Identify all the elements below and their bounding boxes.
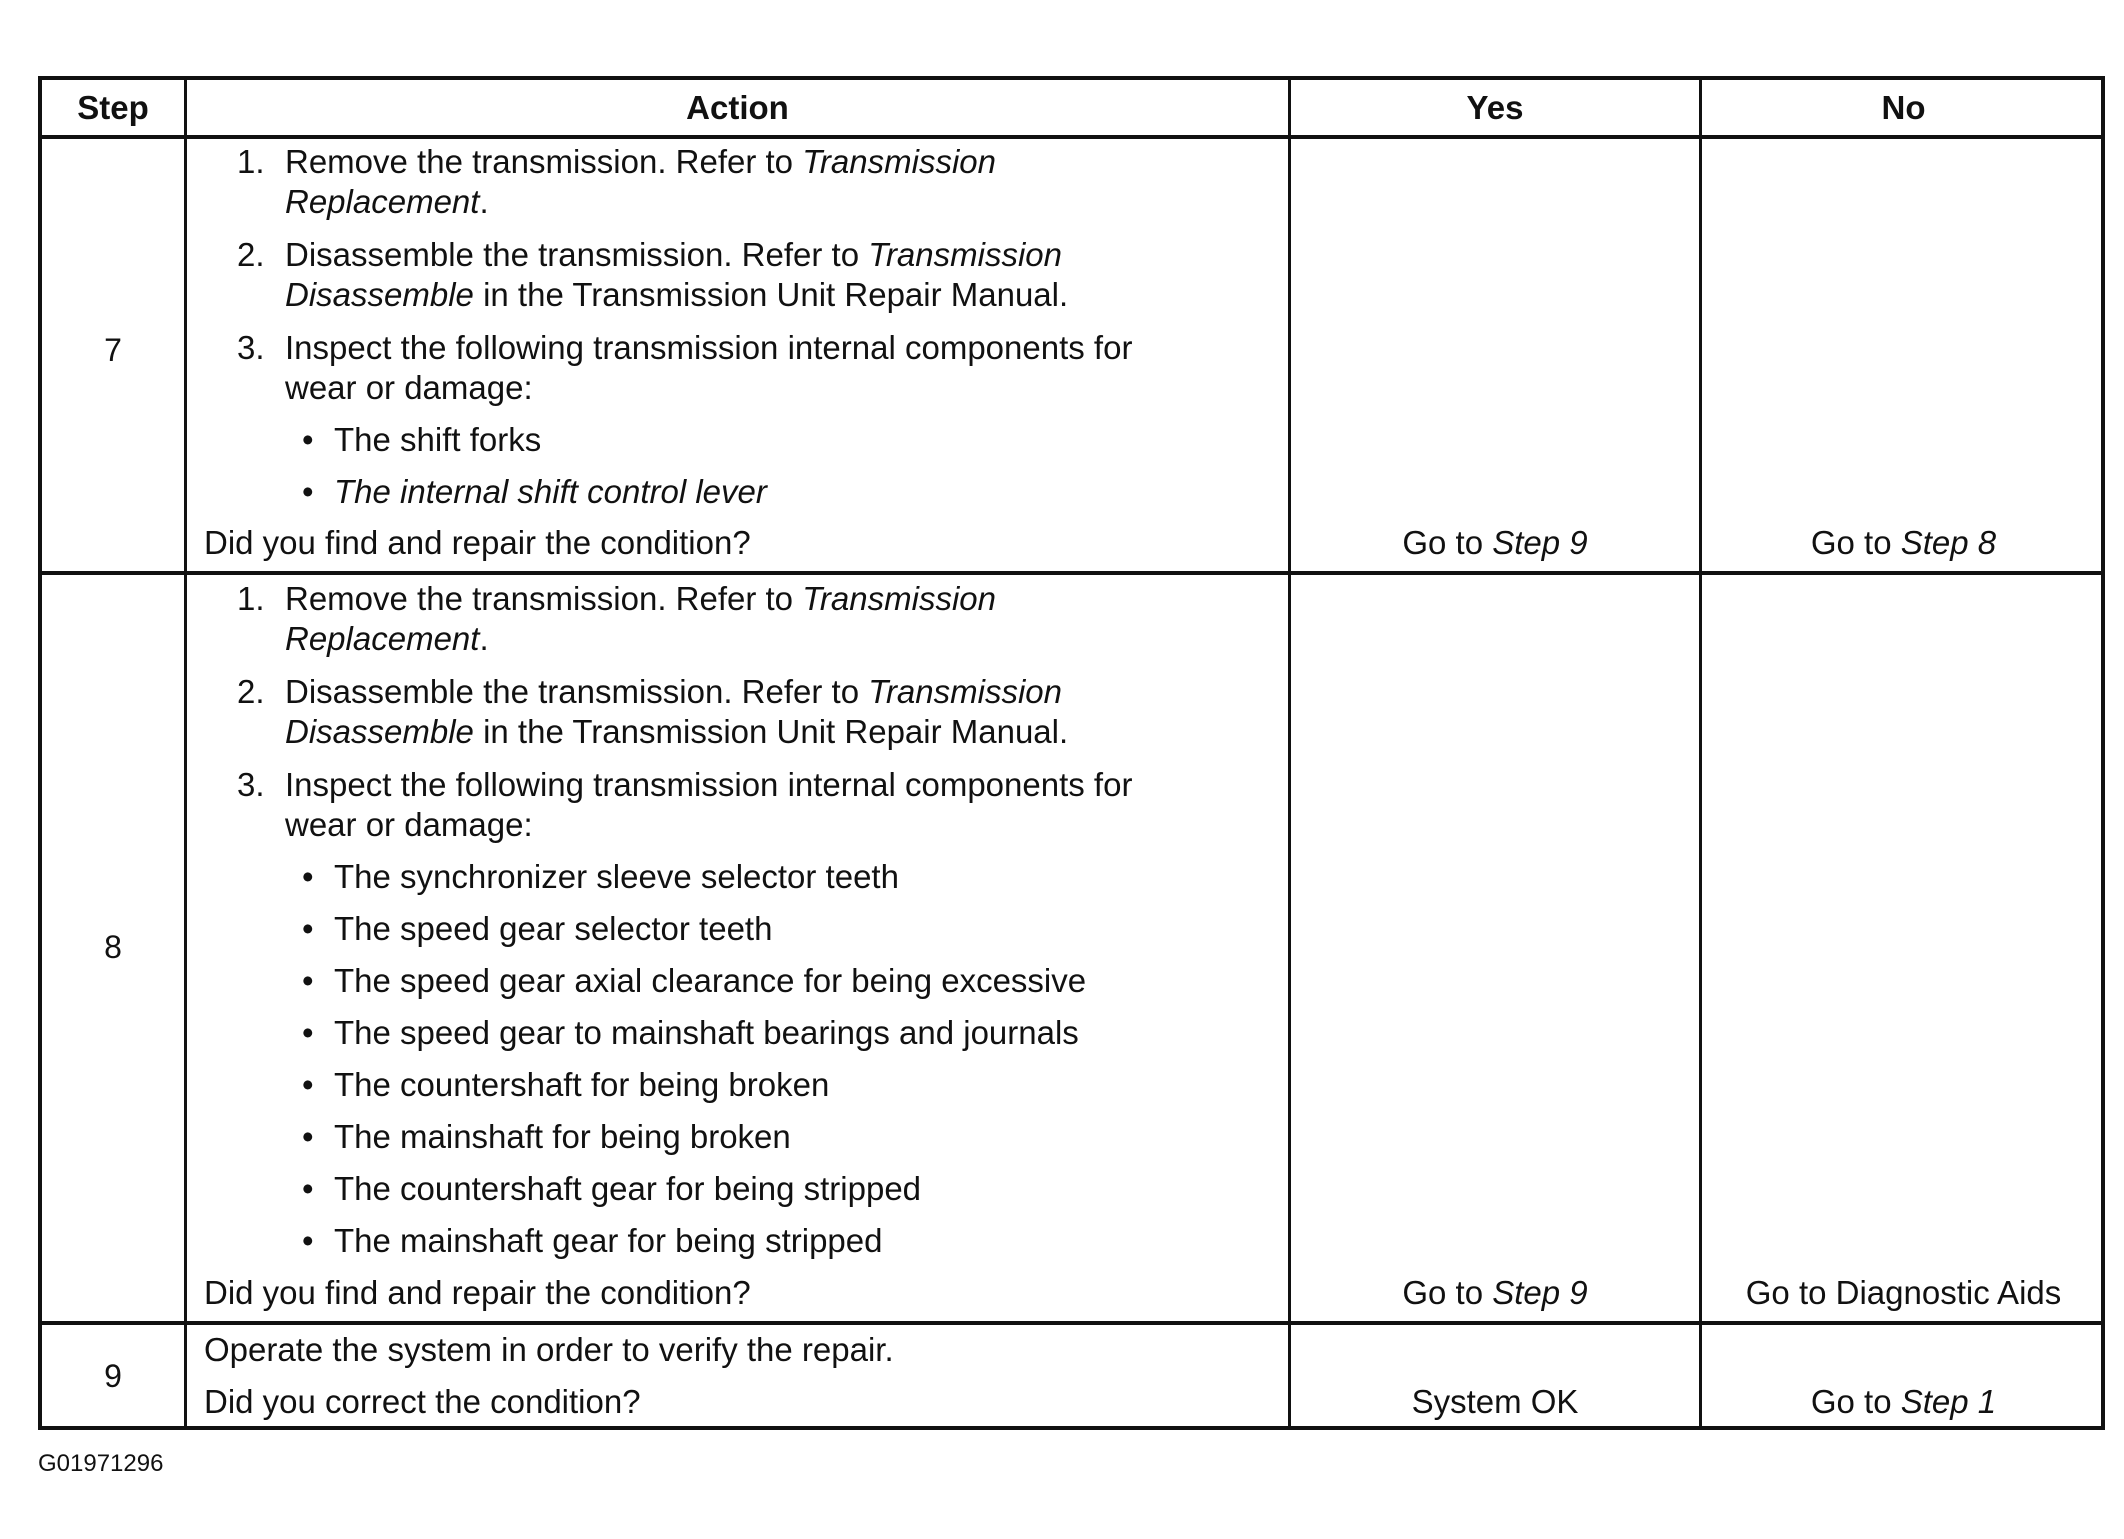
bullet-icon: • — [302, 421, 314, 458]
bullet-text: The mainshaft gear for being stripped — [334, 1222, 883, 1259]
bullet-text: The speed gear axial clearance for being excessive — [334, 962, 1087, 999]
action-text: Disassemble the transmission. Refer to Transmission — [285, 236, 1062, 273]
bullet-text: The speed gear to mainshaft bearings and journals — [334, 1014, 1079, 1051]
bullet-icon: • — [302, 1222, 314, 1259]
item-number: 1. — [237, 143, 265, 180]
yes-result: Go to Step 9 — [1402, 1274, 1588, 1311]
yes-result: System OK — [1411, 1383, 1579, 1420]
no-result: Go to Step 8 — [1810, 524, 1997, 561]
item-number: 2. — [237, 673, 265, 710]
row-divider — [42, 135, 2101, 139]
header-step: Step — [77, 89, 149, 126]
action-text: Disassemble in the Transmission Unit Repair Manual. — [285, 713, 1069, 750]
step-number: 7 — [104, 332, 122, 368]
header-no: No — [1881, 89, 1926, 126]
action-text: Inspect the following transmission internal components for — [285, 766, 1133, 803]
bullet-text: The internal shift control lever — [334, 473, 767, 510]
row-divider — [42, 1321, 2101, 1325]
action-text: Remove the transmission. Refer to Transmission — [285, 580, 996, 617]
header-action: Action — [686, 89, 789, 126]
action-text: Operate the system in order to verify the repair. — [204, 1331, 894, 1368]
bullet-text: The synchronizer sleeve selector teeth — [334, 858, 899, 895]
bullet-icon: • — [302, 962, 314, 999]
bullet-icon: • — [302, 1170, 314, 1207]
column-divider — [1699, 80, 1702, 1426]
bullet-text: The speed gear selector teeth — [334, 910, 773, 947]
step-number: 9 — [104, 1358, 122, 1394]
bullet-icon: • — [302, 473, 314, 510]
bullet-icon: • — [302, 1118, 314, 1155]
step-number: 8 — [104, 929, 122, 965]
question-text: Did you correct the condition? — [204, 1383, 641, 1420]
bullet-text: The mainshaft for being broken — [334, 1118, 791, 1155]
item-number: 3. — [237, 766, 265, 803]
question-text: Did you find and repair the condition? — [204, 524, 751, 561]
bullet-icon: • — [302, 1066, 314, 1103]
yes-result: Go to Step 9 — [1402, 524, 1588, 561]
action-text: wear or damage: — [285, 806, 533, 843]
diagnostic-table — [38, 76, 2105, 1430]
action-text: Disassemble in the Transmission Unit Repair Manual. — [285, 276, 1069, 313]
item-number: 3. — [237, 329, 265, 366]
header-yes: Yes — [1466, 89, 1524, 126]
action-text: Inspect the following transmission internal components for — [285, 329, 1133, 366]
figure-id: G01971296 — [38, 1450, 164, 1477]
bullet-text: The countershaft for being broken — [334, 1066, 830, 1103]
no-result: Go to Step 1 — [1810, 1383, 1997, 1420]
column-divider — [184, 80, 187, 1426]
bullet-text: The shift forks — [334, 421, 542, 458]
no-result: Go to Diagnostic Aids — [1745, 1274, 2062, 1311]
action-text: Disassemble the transmission. Refer to Transmission — [285, 673, 1062, 710]
action-text: Replacement. — [285, 183, 489, 220]
bullet-icon: • — [302, 910, 314, 947]
action-text: wear or damage: — [285, 369, 533, 406]
action-text: Replacement. — [285, 620, 489, 657]
question-text: Did you find and repair the condition? — [204, 1274, 751, 1311]
action-text: Remove the transmission. Refer to Transmission — [285, 143, 996, 180]
column-divider — [1288, 80, 1291, 1426]
item-number: 1. — [237, 580, 265, 617]
bullet-text: The countershaft gear for being stripped — [334, 1170, 922, 1207]
item-number: 2. — [237, 236, 265, 273]
bullet-icon: • — [302, 1014, 314, 1051]
row-divider — [42, 571, 2101, 575]
bullet-icon: • — [302, 858, 314, 895]
